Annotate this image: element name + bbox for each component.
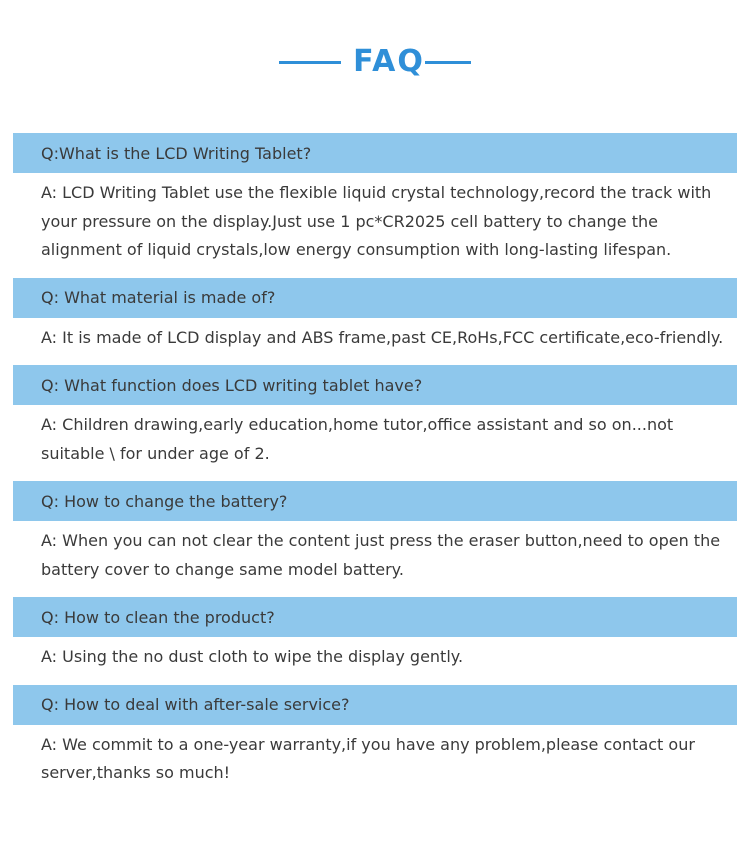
faq-list: [13, 133, 737, 801]
faq-question: Q: How to deal with after-sale service?: [13, 685, 737, 725]
faq-answer: A: Using the no dust cloth to wipe the display gently.: [41, 647, 464, 666]
faq-question: Q:What is the LCD Writing Tablet?: [13, 133, 737, 173]
faq-header: [0, 40, 750, 84]
faq-answer: A: It is made of LCD display and ABS frame,past CE,RoHs,FCC certificate,eco-friendly.: [41, 327, 724, 347]
faq-question: Q: What function does LCD writing tablet have?: [13, 365, 737, 405]
faq-item: [13, 278, 737, 366]
faq-answer: A: LCD Writing Tablet use the flexible liquid crystal technology,record the track with your pressure on the display.Just use 1 pc*CR2025 cell battery to change the alignment of liquid crystals,low energy consumption with long-lasting lifespan.: [41, 183, 712, 259]
faq-answer: A: When you can not clear the content just press the eraser button,need to open the battery cover to change same model battery.: [41, 531, 721, 579]
page-title: FAQ: [353, 44, 425, 79]
faq-question: Q: What material is made of?: [13, 278, 737, 318]
faq-question: Q: How to clean the product?: [13, 597, 737, 637]
faq-item: [13, 133, 737, 278]
faq-item: [13, 481, 737, 597]
faq-item: [13, 597, 737, 685]
faq-answer: A: We commit to a one-year warranty,if you have any problem,please contact our server,thanks so much!: [41, 734, 695, 782]
faq-item: [13, 365, 737, 481]
header-rule-right: [425, 61, 471, 64]
faq-item: [13, 685, 737, 801]
faq-answer: A: Children drawing,early education,home tutor,office assistant and so on...not suitable \ for under age of 2.: [41, 415, 674, 463]
header-rule-left: [279, 61, 341, 64]
faq-question: Q: How to change the battery?: [13, 481, 737, 521]
